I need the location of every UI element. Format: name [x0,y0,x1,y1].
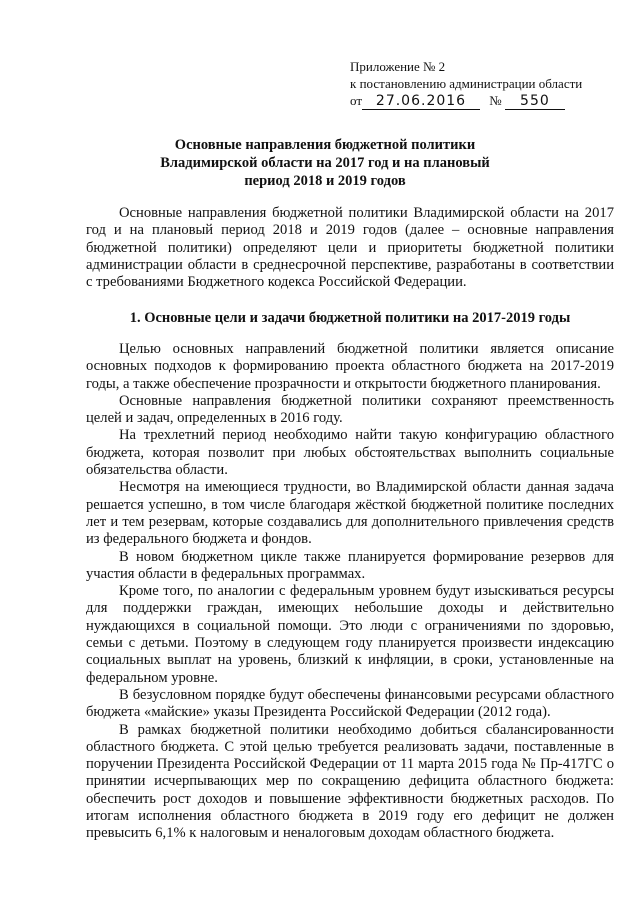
paragraph-2: Основные направления бюджетной политики сохраняют преемственность целей и задач, определенных в 2016 году. [86,392,614,427]
title-line-3: период 2018 и 2019 годов [244,173,406,189]
annex-stamp [350,58,582,110]
title-line-1: Основные направления бюджетной политики [174,137,476,153]
paragraph-4: Несмотря на имеющиеся трудности, во Владимирской области данная задача решается успешно, в том числе благодаря жёсткой бюджетной политике последних лет и тем резервам, которые создавались для дополнительного привлечения средств из федерального бюджета и фондов. [86,479,614,548]
document-title [80,136,570,190]
annex-line-1: Приложение № 2 [350,59,446,74]
intro-block [86,205,614,291]
number-prefix: № [489,93,502,108]
section-1-heading: 1. Основные цели и задачи бюджетной политики на 2017-2019 годы [129,310,571,326]
annex-number: 550 [505,94,565,110]
intro-paragraph: Основные направления бюджетной политики Владимирской области на 2017 год и на плановый период 2018 и 2019 годов (далее – основные направления бюджетной политики) определяют цели и приоритеты бюджетной политики администрации области в среднесрочной перспективе, разработаны в соответствии с требованиями Бюджетного кодекса Российской Федерации. [86,205,614,291]
paragraph-3: На трехлетний период необходимо найти такую конфигурацию областного бюджета, которая позволит при любых обстоятельствах выполнить социальные обязательства области. [86,427,614,479]
paragraph-7: В безусловном порядке будут обеспечены финансовыми ресурсами областного бюджета «майские» указы Президента Российской Федерации (2012 года). [86,686,614,721]
annex-date-row [350,92,582,110]
annex-date: 27.06.2016 [362,94,480,110]
date-prefix: от [350,93,363,108]
section-1-body [86,341,614,843]
paragraph-6: Кроме того, по аналогии с федеральным уровнем будут изыскиваться ресурсы для поддержки граждан, имеющих небольшие доходы и действительно нуждающихся в социальной помощи. Это люди с ограничениями по здоровью, семьи с детьми. Поэтому в следующем году планируется произвести индексацию социальных выплат на уровень, близкий к инфляции, в сроки, установленные на федеральном уровне. [86,583,614,686]
paragraph-5: В новом бюджетном цикле также планируется формирование резервов для участия области в федеральных программах. [86,548,614,582]
title-line-2: Владимирской области на 2017 год и на плановый [160,155,490,171]
paragraph-1: Целью основных направлений бюджетной политики является описание основных подходов к формированию проекта областного бюджета на 2017-2019 годы, а также обеспечение прозрачности и открытости бюджетного планирования. [86,341,614,392]
paragraph-8: В рамках бюджетной политики необходимо добиться сбалансированности областного бюджета. С этой целью требуется реализовать задачи, поставленные в поручении Президента Российской Федерации от 11 марта 2015 года № Пр-417ГС о принятии исчерпывающих мер по сокращению дефицита областного бюджета: обеспечить рост доходов и повышение эффективности бюджетных расходов. По итогам исполнения областного бюджета в 2019 году его дефицит не должен превысить 6,1% к налоговым и неналоговым доходам областного бюджета. [86,721,614,842]
annex-line-2: к постановлению администрации области [350,76,583,91]
